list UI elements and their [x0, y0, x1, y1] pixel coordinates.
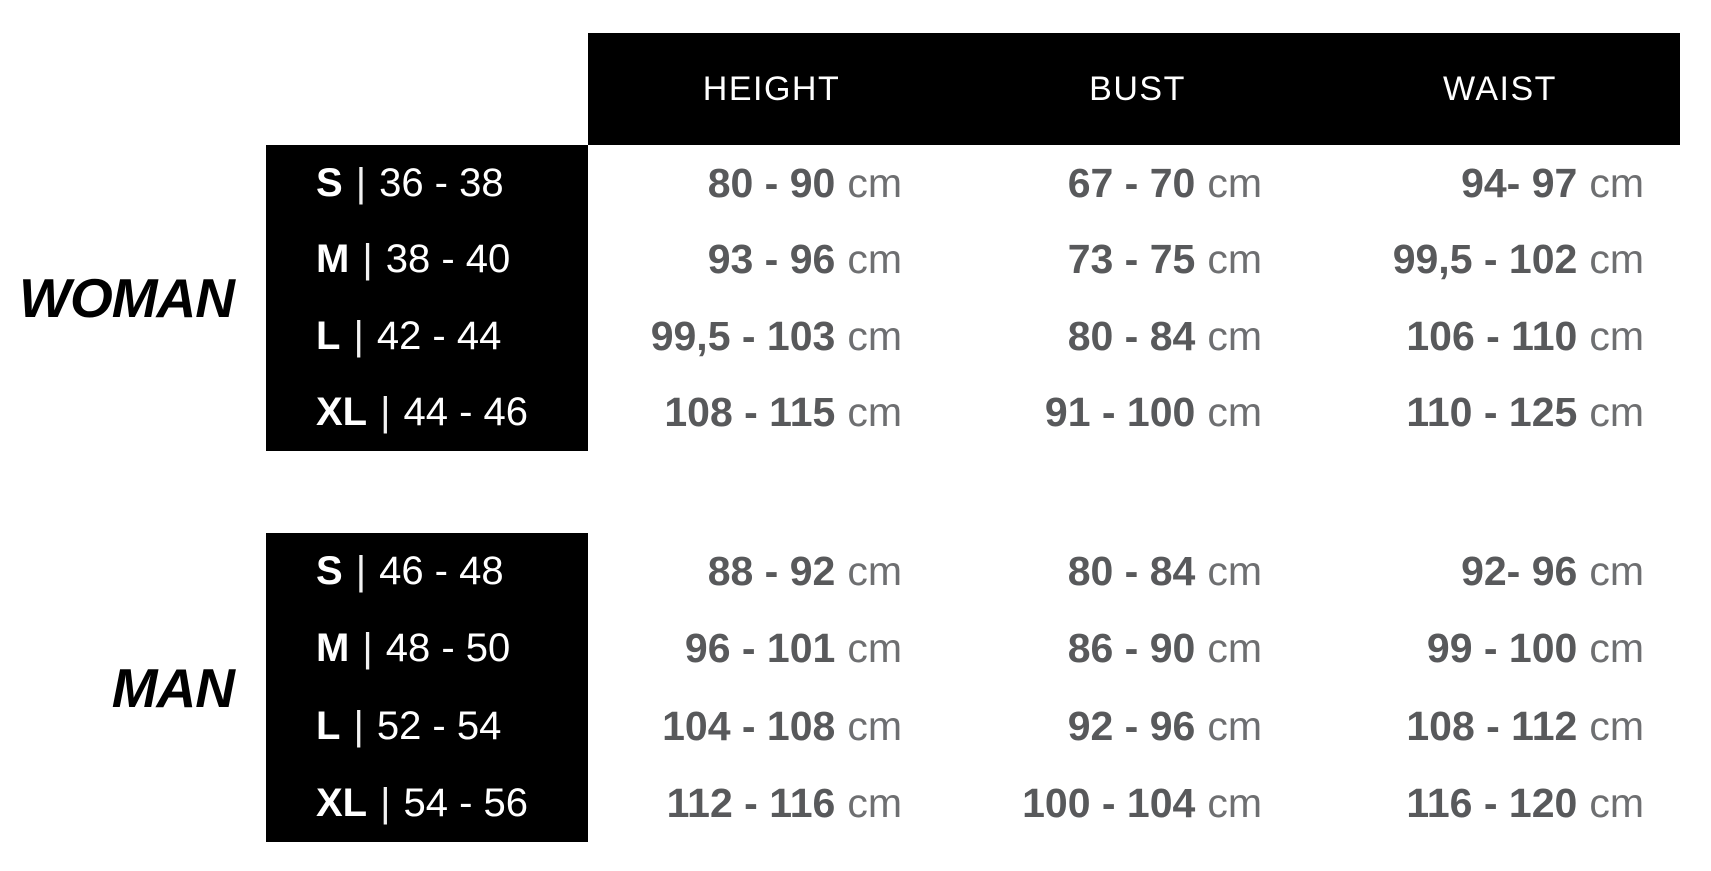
- value-cell-waist: [1320, 375, 1680, 452]
- value-unit: cm: [847, 625, 902, 672]
- value-unit: cm: [1207, 548, 1262, 595]
- value-cell-height: [588, 222, 955, 299]
- value-unit: cm: [847, 779, 902, 826]
- size-letter: M: [316, 626, 350, 671]
- size-row: [266, 610, 588, 687]
- value-cell-waist: [1320, 145, 1680, 222]
- value-number: 112 - 116: [666, 779, 836, 826]
- size-range: 54 - 56: [403, 780, 529, 825]
- value-unit: cm: [1207, 159, 1262, 206]
- value-cell-waist: [1320, 533, 1680, 610]
- value-cell-height: [588, 688, 955, 765]
- size-separator: |: [380, 390, 391, 435]
- value-unit: cm: [1589, 779, 1644, 826]
- value-cell-waist: [1320, 765, 1680, 842]
- size-row: [266, 375, 588, 452]
- value-cell-waist: [1320, 222, 1680, 299]
- value-number: 94- 97: [1461, 159, 1578, 206]
- column-header-waist: WAIST: [1443, 69, 1557, 108]
- value-number: 100 - 104: [1022, 779, 1196, 826]
- value-number: 88 - 92: [707, 548, 836, 595]
- woman-values-grid: [588, 145, 1680, 451]
- size-letter: S: [316, 549, 343, 594]
- column-header-height: HEIGHT: [702, 69, 841, 108]
- section-label-woman: WOMAN: [19, 267, 234, 329]
- value-cell-bust: [955, 688, 1320, 765]
- value-number: 80 - 84: [1067, 548, 1196, 595]
- value-number: 108 - 115: [664, 389, 836, 436]
- value-unit: cm: [1207, 236, 1262, 283]
- value-unit: cm: [847, 702, 902, 749]
- value-unit: cm: [1207, 312, 1262, 359]
- size-row: [266, 145, 588, 222]
- value-cell-waist: [1320, 298, 1680, 375]
- size-separator: |: [353, 703, 364, 748]
- value-unit: cm: [847, 236, 902, 283]
- size-range: 38 - 40: [385, 237, 511, 282]
- man-sizes-box: [266, 533, 588, 842]
- value-number: 86 - 90: [1067, 625, 1196, 672]
- size-separator: |: [380, 780, 391, 825]
- value-number: 99 - 100: [1426, 625, 1578, 672]
- column-header-bust: BUST: [1089, 69, 1186, 108]
- value-number: 99,5 - 103: [650, 312, 836, 359]
- section-label-man: MAN: [111, 656, 234, 719]
- size-range: 36 - 38: [379, 160, 504, 205]
- value-number: 80 - 84: [1067, 312, 1196, 359]
- value-unit: cm: [1207, 702, 1262, 749]
- value-unit: cm: [1207, 389, 1262, 436]
- value-unit: cm: [1589, 159, 1644, 206]
- size-row: [266, 298, 588, 375]
- size-letter: L: [316, 703, 341, 748]
- value-cell-height: [588, 765, 955, 842]
- value-unit: cm: [1589, 389, 1644, 436]
- value-cell-height: [588, 375, 955, 452]
- value-cell-waist: [1320, 610, 1680, 687]
- size-range: 42 - 44: [376, 313, 502, 358]
- size-range: 46 - 48: [379, 549, 504, 594]
- value-cell-bust: [955, 533, 1320, 610]
- value-unit: cm: [847, 159, 902, 206]
- man-values-grid: [588, 533, 1680, 842]
- value-cell-height: [588, 610, 955, 687]
- size-separator: |: [355, 160, 367, 205]
- size-row: [266, 533, 588, 610]
- value-number: 106 - 110: [1406, 312, 1578, 359]
- size-separator: |: [355, 549, 367, 594]
- value-cell-bust: [955, 145, 1320, 222]
- value-number: 99,5 - 102: [1392, 236, 1578, 283]
- size-letter: XL: [316, 390, 368, 435]
- value-unit: cm: [847, 389, 902, 436]
- value-number: 92 - 96: [1067, 702, 1196, 749]
- value-cell-bust: [955, 375, 1320, 452]
- size-range: 52 - 54: [376, 703, 502, 748]
- size-separator: |: [362, 237, 373, 282]
- size-separator: |: [353, 313, 364, 358]
- size-letter: L: [316, 313, 341, 358]
- size-letter: XL: [316, 780, 368, 825]
- value-cell-height: [588, 298, 955, 375]
- value-unit: cm: [847, 312, 902, 359]
- value-cell-bust: [955, 222, 1320, 299]
- value-number: 93 - 96: [707, 236, 836, 283]
- value-unit: cm: [1207, 779, 1262, 826]
- value-cell-height: [588, 145, 955, 222]
- size-row: [266, 222, 588, 299]
- size-separator: |: [362, 626, 373, 671]
- value-unit: cm: [1589, 625, 1644, 672]
- value-number: 104 - 108: [662, 702, 836, 749]
- value-number: 80 - 90: [707, 159, 836, 206]
- value-unit: cm: [847, 548, 902, 595]
- value-cell-bust: [955, 610, 1320, 687]
- size-letter: S: [316, 160, 343, 205]
- value-number: 92- 96: [1461, 548, 1578, 595]
- size-row: [266, 765, 588, 842]
- value-number: 96 - 101: [684, 625, 836, 672]
- value-unit: cm: [1207, 625, 1262, 672]
- value-cell-bust: [955, 765, 1320, 842]
- value-unit: cm: [1589, 702, 1644, 749]
- value-cell-waist: [1320, 688, 1680, 765]
- value-number: 116 - 120: [1406, 779, 1578, 826]
- woman-sizes-box: [266, 145, 588, 451]
- size-range: 44 - 46: [403, 390, 529, 435]
- value-number: 91 - 100: [1044, 389, 1196, 436]
- value-cell-bust: [955, 298, 1320, 375]
- value-unit: cm: [1589, 312, 1644, 359]
- value-unit: cm: [1589, 236, 1644, 283]
- value-number: 110 - 125: [1406, 389, 1578, 436]
- value-cell-height: [588, 533, 955, 610]
- size-range: 48 - 50: [385, 626, 511, 671]
- size-letter: M: [316, 237, 350, 282]
- value-unit: cm: [1589, 548, 1644, 595]
- size-row: [266, 688, 588, 765]
- value-number: 67 - 70: [1067, 159, 1196, 206]
- value-number: 73 - 75: [1067, 236, 1196, 283]
- column-header-bar: [588, 33, 1680, 145]
- value-number: 108 - 112: [1406, 702, 1578, 749]
